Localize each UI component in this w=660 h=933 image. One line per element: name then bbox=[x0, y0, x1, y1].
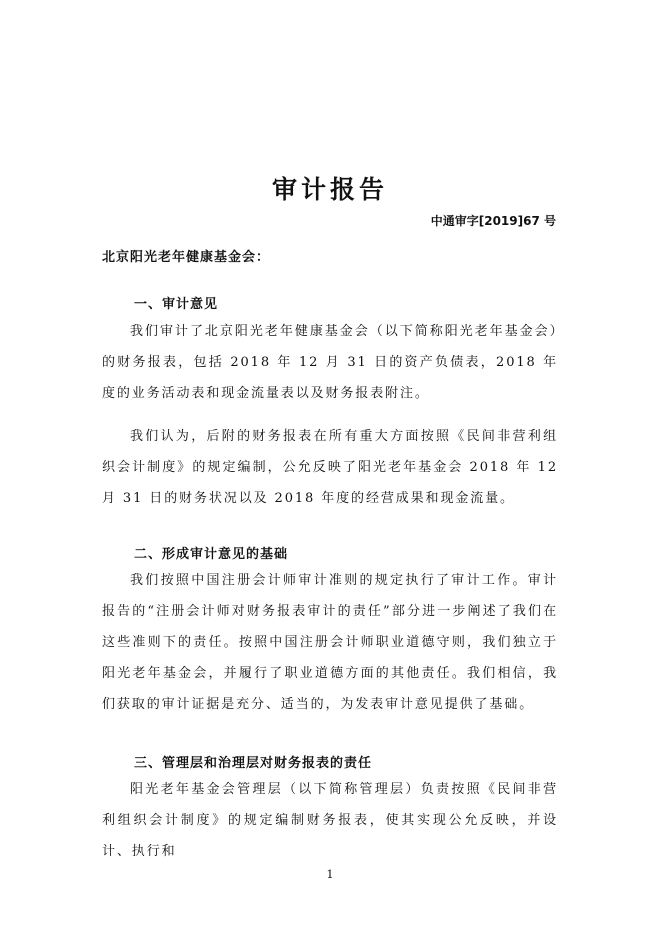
section-heading-management-responsibility: 三、管理层和治理层对财务报表的责任 bbox=[134, 756, 373, 771]
paragraph-basis: 我们按照中国注册会计师审计准则的规定执行了审计工作。审计报告的“注册会计师对财务报表审计的责任”部分进一步阐述了我们在这些准则下的责任。按照中国注册会计师职业道德守则，我们独立于阳光老年基金会，并履行了职业道德方面的其他责任。我们相信，我们获取的审计证据是充分、适当的，为发表审计意见提供了基础。 bbox=[102, 573, 558, 712]
addressee: 北京阳光老年健康基金会： bbox=[102, 250, 271, 265]
page-title: 审计报告 bbox=[271, 175, 388, 204]
paragraph-audit-conclusion: 我们认为，后附的财务报表在所有重大方面按照《民间非营利组织会计制度》的规定编制，公允反映了阳光老年基金会 2018 年 12 月 31 日的财务状况以及 2018 年度的经营成果和现金流量。 bbox=[102, 429, 558, 506]
paragraph-management: 阳光老年基金会管理层（以下简称管理层）负责按照《民间非营利组织会计制度》的规定编制财务报表，使其实现公允反映，并设计、执行和 bbox=[102, 782, 558, 859]
paragraph-audit-scope: 我们审计了北京阳光老年健康基金会（以下简称阳光老年基金会）的财务报表，包括 2018 年 12 月 31 日的资产负债表，2018 年度的业务活动表和现金流量表以及财务报表附注。 bbox=[102, 324, 558, 401]
section-heading-basis-for-opinion: 二、形成审计意见的基础 bbox=[134, 547, 289, 562]
page-number: 1 bbox=[326, 868, 334, 881]
section-heading-audit-opinion: 一、审计意见 bbox=[134, 297, 219, 312]
document-number: 中通审字[2019]67 号 bbox=[430, 214, 556, 228]
